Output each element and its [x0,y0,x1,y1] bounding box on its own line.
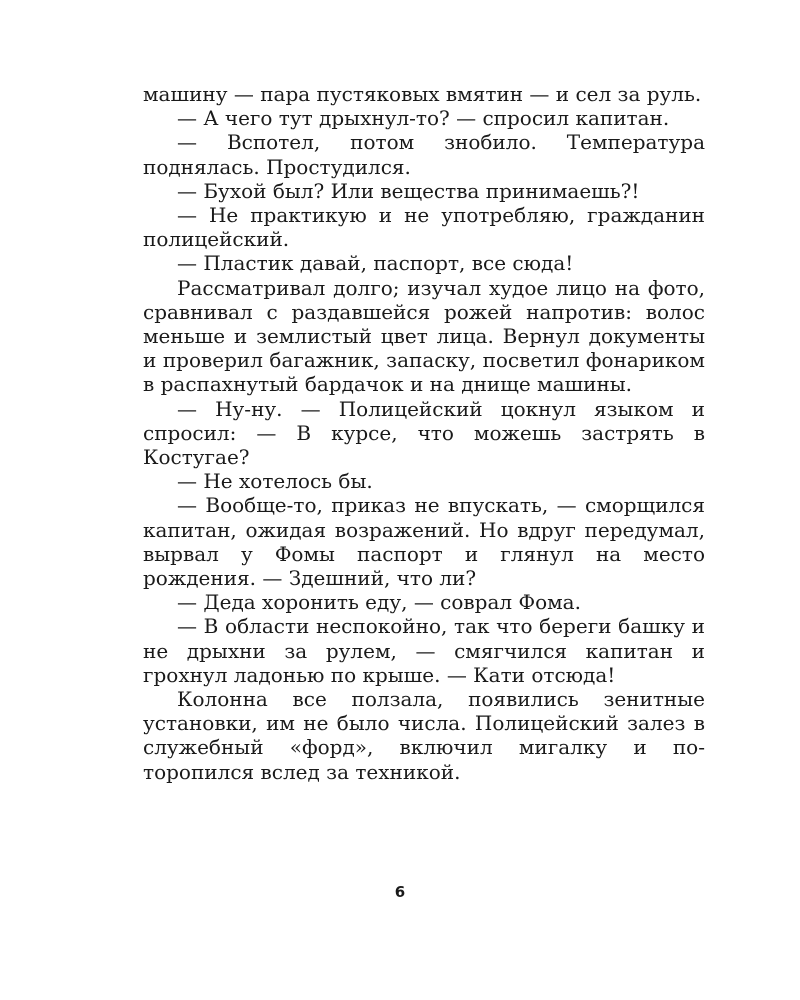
paragraph: — Вспотел, потом знобило. Температура поднялась. Простудился. [143,130,705,179]
paragraph: — Пластик давай, паспорт, все сюда! [177,251,574,276]
paragraph: — Вообще-то, приказ не впускать, — сморщился капитан, ожидая возражений. Но вдруг передумал, вырвал у Фомы паспорт и глянул на место рождения. — Здешний, что ли? [143,493,705,591]
paragraph: — А чего тут дрыхнул-то? — спросил капитан. [177,106,670,131]
body-text [143,82,705,784]
page-number: 6 [394,883,406,901]
paragraph: — В области неспокойно, так что береги башку и не дрыхни за рулем, — смягчился капитан и грохнул ладонью по крыше. — Кати отсюда! [143,614,705,687]
paragraph: — Ну-ну. — Полицейский цокнул языком и спросил: — В курсе, что можешь застрять в Костугае? [143,396,705,470]
paragraph: — Не практикую и не употребляю, гражданин полицейский. [143,203,705,252]
paragraph: — Бухой был? Или вещества принимаешь?! [177,178,640,203]
paragraph: машину — пара пустяковых вмятин — и сел за руль. [143,82,702,106]
paragraph: Рассматривал долго; изучал худое лицо на фото, сравнивал с раздавшейся рожей напротив: волос меньше и землистый цвет лица. Вернул документы и проверил багажник, запаску, посветил фонариком в распахнутый бардачок и на днище машины. [143,275,705,397]
paragraph: Колонна все ползала, появились зенитные установки, им не было числа. Полицейский залез в служебный «форд», включил мигалку и поторопился вслед за техникой. [143,687,705,784]
paragraph: — Деда хоронить еду, — соврал Фома. [177,590,581,615]
paragraph: — Не хотелось бы. [177,469,373,494]
